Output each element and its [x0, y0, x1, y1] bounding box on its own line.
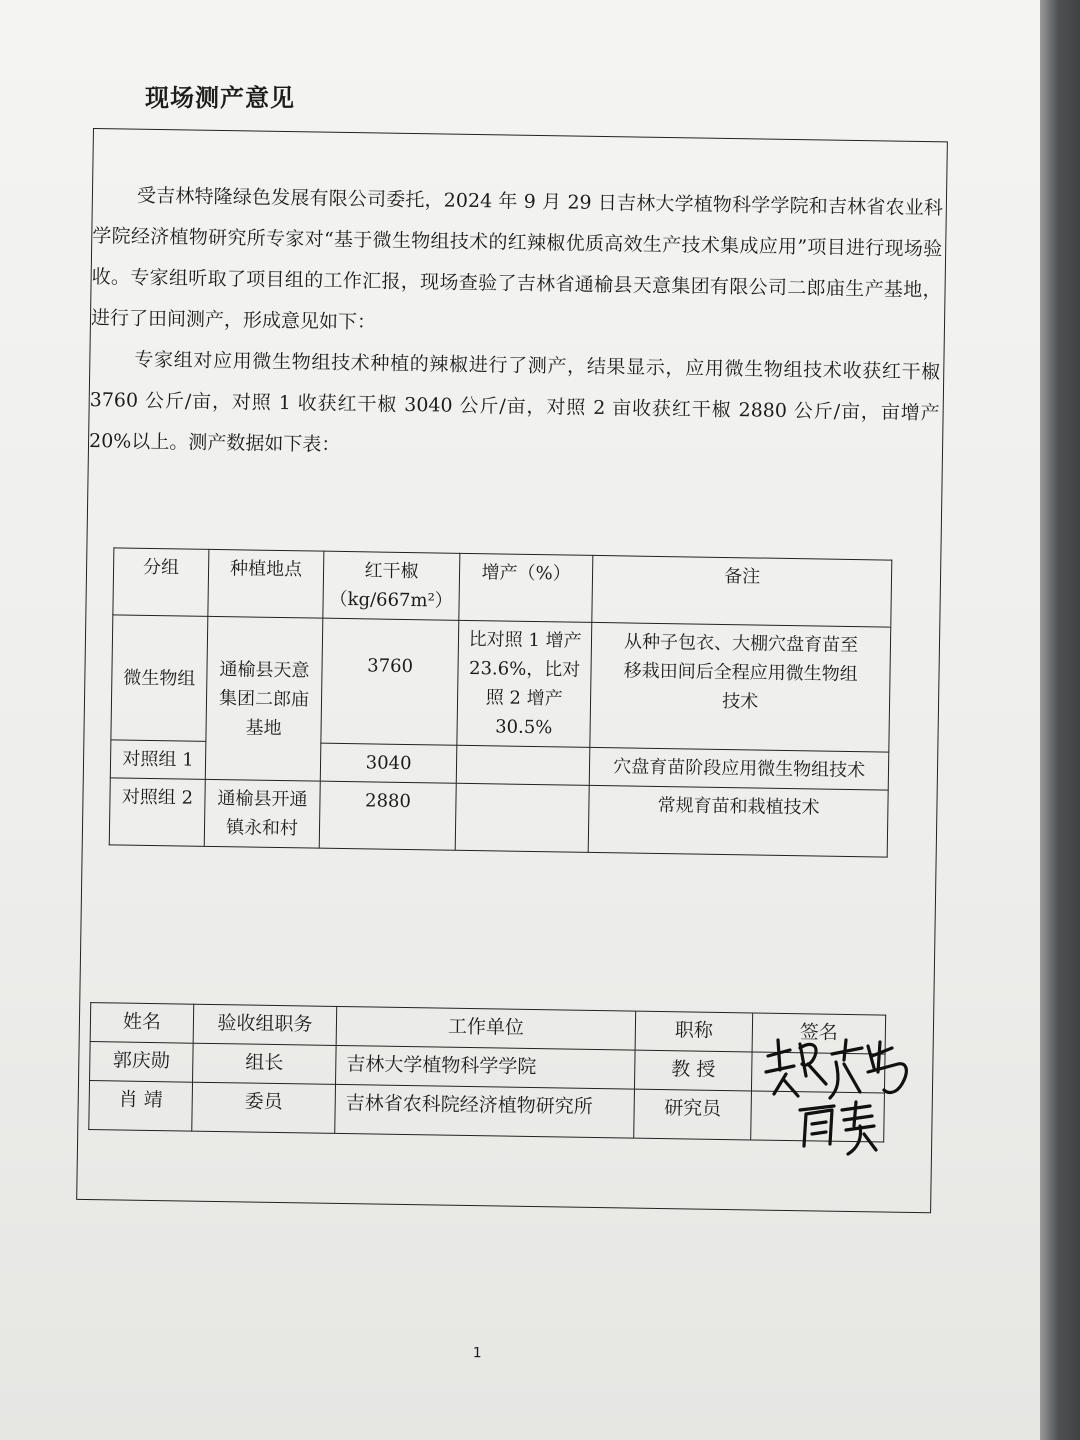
row-title: 教 授: [634, 1050, 752, 1091]
header-location: 种植地点: [208, 549, 324, 618]
table-row: [109, 778, 888, 857]
row-group: 对照组 2: [109, 778, 205, 846]
header-role: 验收组职务: [193, 1004, 337, 1045]
header-signature: 签名: [752, 1013, 886, 1054]
yield-table-header-row: [113, 548, 892, 627]
row-yield: 3760: [321, 618, 459, 745]
header-title: 职称: [635, 1011, 753, 1052]
row-unit: 吉林省农科院经济植物研究所: [335, 1084, 635, 1138]
row-increase: 比对照 1 增产 23.6%，比对照 2 增产 30.5%: [457, 620, 592, 747]
header-yield-label: 红干椒: [364, 560, 419, 583]
row-notes: 常规育苗和栽植技术: [588, 785, 888, 857]
row-unit: 吉林大学植物科学学院: [336, 1045, 636, 1089]
header-yield: [323, 551, 460, 620]
row-name: 肖 靖: [89, 1081, 193, 1132]
row-group: 微生物组: [111, 615, 208, 741]
intro-paragraph: 受吉林特隆绿色发展有限公司委托，2024 年 9 月 29 日吉林大学植物科学学院和吉林省农业科学院经济植物研究所专家对“基于微生物组技术的红辣椒优质高效生产技术集成应用”项目进行现场验收。专家组听取了项目组的工作汇报，现场查验了吉林省通榆县天意集团有限公司二郎庙生产基地，进行了田间测产，形成意见如下：: [90, 184, 944, 334]
header-group: 分组: [113, 548, 209, 616]
row-increase: [455, 783, 589, 852]
page-title: 现场测产意见: [145, 84, 295, 112]
row-location: 通榆县开通镇永和村: [204, 779, 320, 848]
row-location: 通榆县天意集团二郎庙基地: [205, 616, 323, 781]
row-group: 对照组 1: [110, 740, 206, 779]
row-role: 组长: [193, 1043, 337, 1084]
row-increase: [456, 745, 590, 785]
row-yield: 3040: [320, 743, 457, 783]
table-row: [111, 615, 891, 752]
header-notes: 备注: [592, 555, 892, 627]
page-edge-shadow: [1040, 0, 1080, 1440]
page-number: 1: [472, 1345, 482, 1362]
handwritten-signature: [760, 1010, 930, 1160]
header-increase: 增产（%）: [459, 553, 593, 622]
row-yield: 2880: [319, 781, 456, 850]
row-notes: 穴盘育苗阶段应用微生物组技术: [589, 747, 889, 790]
yield-table: [109, 547, 893, 857]
row-title: 研究员: [634, 1089, 752, 1140]
results-paragraph: 专家组对应用微生物组技术种植的辣椒进行了测产，结果显示，应用微生物组技术收获红干椒 3760 公斤/亩，对照 1 收获红干椒 3040 公斤/亩，对照 2 亩收获红干椒 2880 公斤/亩，亩增产 20%以上。测产数据如下表：: [88, 348, 941, 456]
row-name: 郭庆勋: [90, 1042, 194, 1083]
header-name: 姓名: [90, 1003, 194, 1044]
header-unit: 工作单位: [336, 1006, 636, 1050]
row-notes: 从种子包衣、大棚穴盘育苗至移栽田间后全程应用微生物组技术: [590, 622, 891, 752]
header-yield-unit: （kg/667m²）: [329, 588, 453, 612]
row-role: 委员: [192, 1082, 336, 1133]
